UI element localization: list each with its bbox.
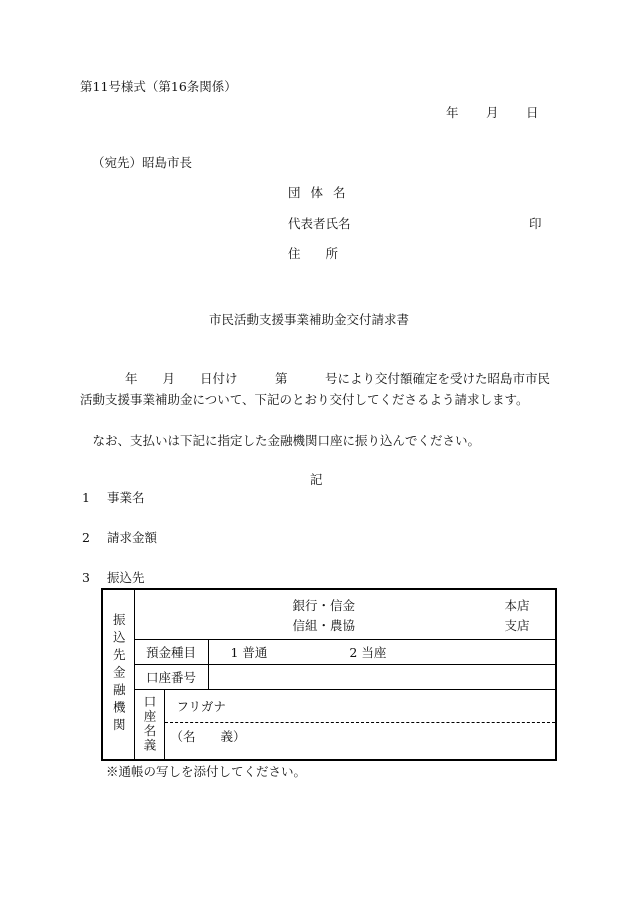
- account-name-cell[interactable]: [164, 689, 556, 760]
- representative-label: 代表者氏名: [288, 216, 351, 231]
- item-1-number: 1: [82, 490, 90, 505]
- branch-line2: 支店: [504, 618, 530, 634]
- account-type-ordinary[interactable]: 1 普通: [230, 644, 268, 660]
- account-type-label: 預金種目: [134, 639, 208, 664]
- bank-name-cell[interactable]: [134, 589, 556, 639]
- request-paragraph: 年 月 日付け 第 号により交付額確定を受けた昭島市市民活動支援事業補助金について、下記のとおり交付してくださるよう請求します。: [80, 371, 551, 407]
- item-3-number: 3: [82, 570, 90, 585]
- attachment-note: ※通帳の写しを添付してください。: [106, 764, 307, 779]
- branch-line1: 本店: [504, 598, 530, 614]
- group-name-label: 団 体 名: [288, 185, 349, 200]
- item-2-number: 2: [82, 530, 90, 545]
- item-3-label: 振込先: [107, 570, 145, 585]
- bank-type-line1: 銀行・信金: [292, 598, 356, 614]
- form-number: 第11号様式（第16条関係）: [80, 79, 237, 94]
- meigi-label: （名 義）: [170, 728, 246, 744]
- account-name-label: 口座名義: [134, 689, 164, 760]
- document-title: 市民活動支援事業補助金交付請求書: [209, 312, 410, 327]
- address-label: 住 所: [288, 246, 339, 261]
- bank-type-line2: 信組・農協: [292, 618, 356, 634]
- date-month: 月: [486, 105, 499, 120]
- seal-mark: 印: [529, 216, 542, 231]
- item-1-label: 事業名: [107, 490, 145, 505]
- account-number-cell[interactable]: [208, 664, 556, 689]
- ki-heading: 記: [310, 472, 323, 487]
- item-2-label: 請求金額: [107, 530, 158, 545]
- bank-side-label: 振込先金融機関: [102, 589, 134, 760]
- date-day: 日: [526, 105, 539, 120]
- account-number-label: 口座番号: [134, 664, 208, 689]
- addressee: （宛先）昭島市長: [92, 155, 193, 170]
- date-year: 年: [446, 105, 459, 120]
- payment-paragraph: なお、支払いは下記に指定した金融機関口座に振り込んでください。: [92, 433, 481, 448]
- account-type-cell[interactable]: [208, 639, 556, 664]
- bank-transfer-table: [101, 588, 557, 761]
- furigana-label: フリガナ: [176, 698, 226, 714]
- account-type-current[interactable]: 2 当座: [349, 644, 387, 660]
